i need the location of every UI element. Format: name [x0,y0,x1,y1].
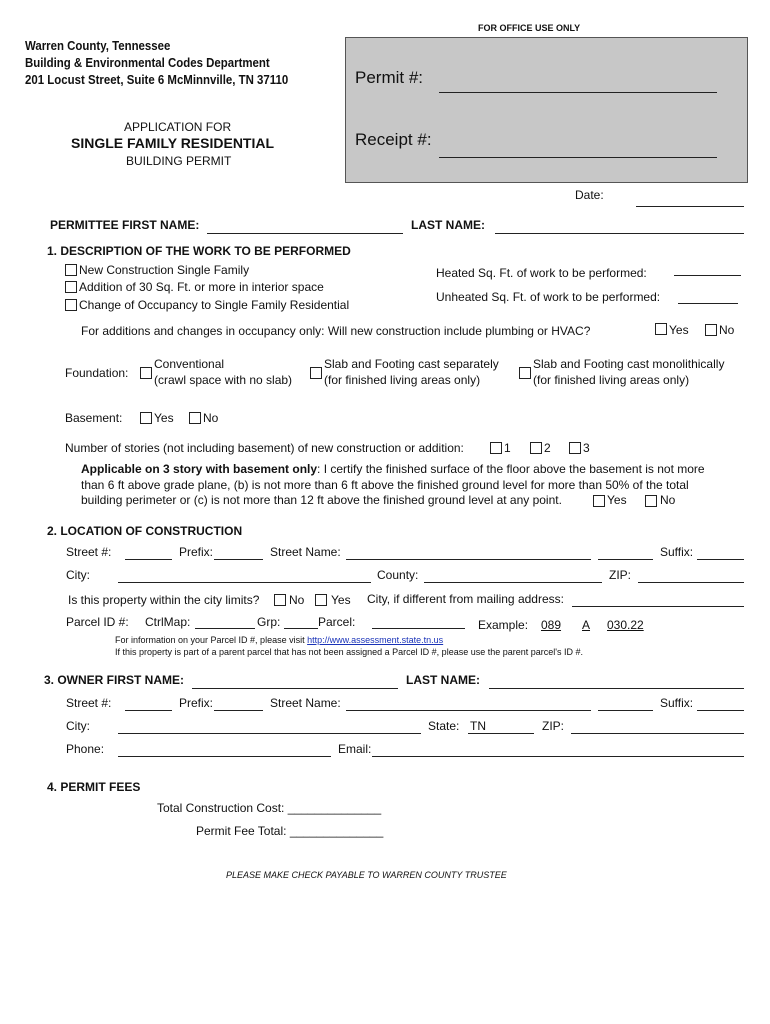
plumbing-yes-label: Yes [669,323,689,337]
city-limits-no-checkbox[interactable] [274,594,286,606]
plumbing-no-checkbox[interactable] [705,324,717,336]
plumbing-no-label: No [719,323,735,337]
certify-yes-checkbox[interactable] [593,495,605,507]
office-use-box [345,37,748,183]
foundation-separate-line1: Slab and Footing cast separately [324,357,499,371]
example-grp: A [582,618,591,632]
applicable-statement-line1 [81,462,705,476]
department-address: 201 Locust Street, Suite 6 McMinnville, TN 37110 [25,72,289,87]
payable-note: PLEASE MAKE CHECK PAYABLE TO WARREN COUNTY TRUSTEE [226,870,507,880]
owner-phone-label: Phone: [66,742,105,756]
grp-label: Grp: [257,615,281,629]
date-label: Date: [575,188,604,202]
location-street-name-label: Street Name: [270,545,341,559]
parcel-id-label: Parcel ID #: [66,615,129,629]
location-county-label: County: [377,568,419,582]
location-street-name-field-2[interactable] [598,559,653,560]
foundation-monolithic-checkbox[interactable] [519,367,531,379]
stories-1-checkbox[interactable] [490,442,502,454]
permit-label: Permit #: [355,68,424,87]
parcel-info-note [115,635,443,645]
change-occupancy-label: Change of Occupancy to Single Family Residential [79,298,350,312]
stories-3-checkbox[interactable] [569,442,581,454]
parcel-info-prefix: For information on your Parcel ID #, please visit [115,635,308,645]
owner-first-name-field[interactable] [192,688,398,689]
owner-prefix-label: Prefix: [179,696,214,710]
owner-email-field[interactable] [372,756,744,757]
plumbing-yes-checkbox[interactable] [655,323,667,335]
parcel-field[interactable] [372,628,465,629]
addition-checkbox[interactable] [65,281,77,293]
foundation-separate-line2: (for finished living areas only) [324,373,481,387]
parent-parcel-note: If this property is part of a parent parcel that has not been assigned a Parcel ID #, please use the parent parcel's ID #. [115,647,583,657]
date-field[interactable] [636,206,744,207]
permit-fee-total[interactable]: Permit Fee Total: ______________ [196,824,384,838]
basement-label: Basement: [65,411,123,425]
receipt-number-field[interactable] [439,157,717,158]
owner-street-name-field-2[interactable] [598,710,653,711]
mailing-city-field[interactable] [572,606,744,607]
section1-heading: 1. DESCRIPTION OF THE WORK TO BE PERFORMED [47,244,351,258]
location-county-field[interactable] [424,582,602,583]
certify-no-label: No [660,493,676,507]
heated-sqft-label: Heated Sq. Ft. of work to be performed: [436,266,647,280]
certify-no-checkbox[interactable] [645,495,657,507]
section2-heading: 2. LOCATION OF CONSTRUCTION [47,524,243,538]
mailing-city-label: City, if different from mailing address: [367,592,564,606]
location-prefix-label: Prefix: [179,545,214,559]
grp-field[interactable] [284,628,318,629]
owner-zip-field[interactable] [571,733,744,734]
owner-last-name-field[interactable] [489,688,744,689]
heated-sqft-field[interactable] [674,275,741,276]
county-name: Warren County, Tennessee [25,38,171,53]
applicable-statement-line2: than 6 ft above grade plane, (b) is not more than 6 ft above the finished ground level for more than 50% of the total [81,478,689,492]
plumbing-question: For additions and changes in occupancy only: Will new construction include plumbing or HVAC? [81,324,591,338]
total-construction-cost[interactable]: Total Construction Cost: ______________ [157,801,382,815]
office-use-heading: FOR OFFICE USE ONLY [478,23,581,33]
example-ctrlmap: 089 [541,618,562,632]
application-for: APPLICATION FOR [124,120,232,134]
owner-street-number-label: Street #: [66,696,112,710]
owner-phone-field[interactable] [118,756,331,757]
owner-city-field[interactable] [118,733,421,734]
example-label: Example: [478,618,529,632]
ctrlmap-field[interactable] [195,628,255,629]
certify-yes-label: Yes [607,493,627,507]
basement-no-label: No [203,411,219,425]
permit-number-field[interactable] [439,92,717,93]
owner-street-name-field[interactable] [346,710,591,711]
change-occupancy-checkbox[interactable] [65,299,77,311]
permittee-last-name-field[interactable] [495,233,744,234]
owner-suffix-field[interactable] [697,710,744,711]
unheated-sqft-field[interactable] [678,303,738,304]
section4-heading: 4. PERMIT FEES [47,780,141,794]
owner-street-number-field[interactable] [125,710,172,711]
owner-first-name-label: 3. OWNER FIRST NAME: [44,673,184,687]
applicable-statement-line3: building perimeter or (c) is not more than 12 ft above the finished ground level at any point. [81,493,562,507]
owner-street-name-label: Street Name: [270,696,341,710]
city-limits-question: Is this property within the city limits? [68,593,260,607]
permittee-first-name-field[interactable] [207,233,403,234]
city-limits-no-label: No [289,593,305,607]
owner-zip-label: ZIP: [542,719,565,733]
location-prefix-field[interactable] [214,559,263,560]
stories-3-label: 3 [583,441,590,455]
applicable-line1-text: : I certify the finished surface of the floor above the basement is not more [317,462,705,476]
owner-last-name-label: LAST NAME: [406,673,480,687]
department-name: Building & Environmental Codes Department [25,55,270,70]
location-city-field[interactable] [118,582,371,583]
permittee-first-name-label: PERMITTEE FIRST NAME: [50,218,200,232]
foundation-separate-checkbox[interactable] [310,367,322,379]
location-street-name-field[interactable] [346,559,591,560]
foundation-monolithic-line2: (for finished living areas only) [533,373,690,387]
stories-1-label: 1 [504,441,511,455]
example-parcel: 030.22 [607,618,644,632]
foundation-conventional-line1: Conventional [154,357,225,371]
location-suffix-label: Suffix: [660,545,694,559]
stories-question: Number of stories (not including basement) of new construction or addition: [65,441,464,455]
addition-label: Addition of 30 Sq. Ft. or more in interior space [79,280,324,294]
owner-suffix-label: Suffix: [660,696,694,710]
owner-state-value: TN [470,719,486,733]
foundation-monolithic-line1: Slab and Footing cast monolithically [533,357,725,371]
stories-2-label: 2 [544,441,551,455]
owner-email-label: Email: [338,742,372,756]
foundation-conventional-checkbox[interactable] [140,367,152,379]
basement-no-checkbox[interactable] [189,412,201,424]
assessment-link[interactable]: http://www.assessment.state.tn.us [307,635,444,645]
city-limits-yes-label: Yes [331,593,351,607]
parcel-label: Parcel: [318,615,356,629]
page-subtitle: BUILDING PERMIT [126,154,232,168]
location-suffix-field[interactable] [697,559,744,560]
ctrlmap-label: CtrlMap: [145,615,191,629]
city-limits-yes-checkbox[interactable] [315,594,327,606]
unheated-sqft-label: Unheated Sq. Ft. of work to be performed: [436,290,661,304]
location-city-label: City: [66,568,90,582]
new-construction-checkbox[interactable] [65,264,77,276]
owner-city-label: City: [66,719,90,733]
owner-state-label: State: [428,719,460,733]
owner-state-field[interactable] [468,733,534,734]
permittee-last-name-label: LAST NAME: [411,218,485,232]
foundation-label: Foundation: [65,366,129,380]
new-construction-label: New Construction Single Family [79,263,250,277]
location-street-number-field[interactable] [125,559,172,560]
stories-2-checkbox[interactable] [530,442,542,454]
basement-yes-label: Yes [154,411,174,425]
location-street-number-label: Street #: [66,545,112,559]
owner-prefix-field[interactable] [214,710,263,711]
page-title: SINGLE FAMILY RESIDENTIAL [71,135,275,151]
foundation-conventional-line2: (crawl space with no slab) [154,373,293,387]
receipt-label: Receipt #: [355,130,432,149]
applicable-bold: Applicable on 3 story with basement only [81,462,318,476]
location-zip-label: ZIP: [609,568,632,582]
basement-yes-checkbox[interactable] [140,412,152,424]
location-zip-field[interactable] [638,582,744,583]
